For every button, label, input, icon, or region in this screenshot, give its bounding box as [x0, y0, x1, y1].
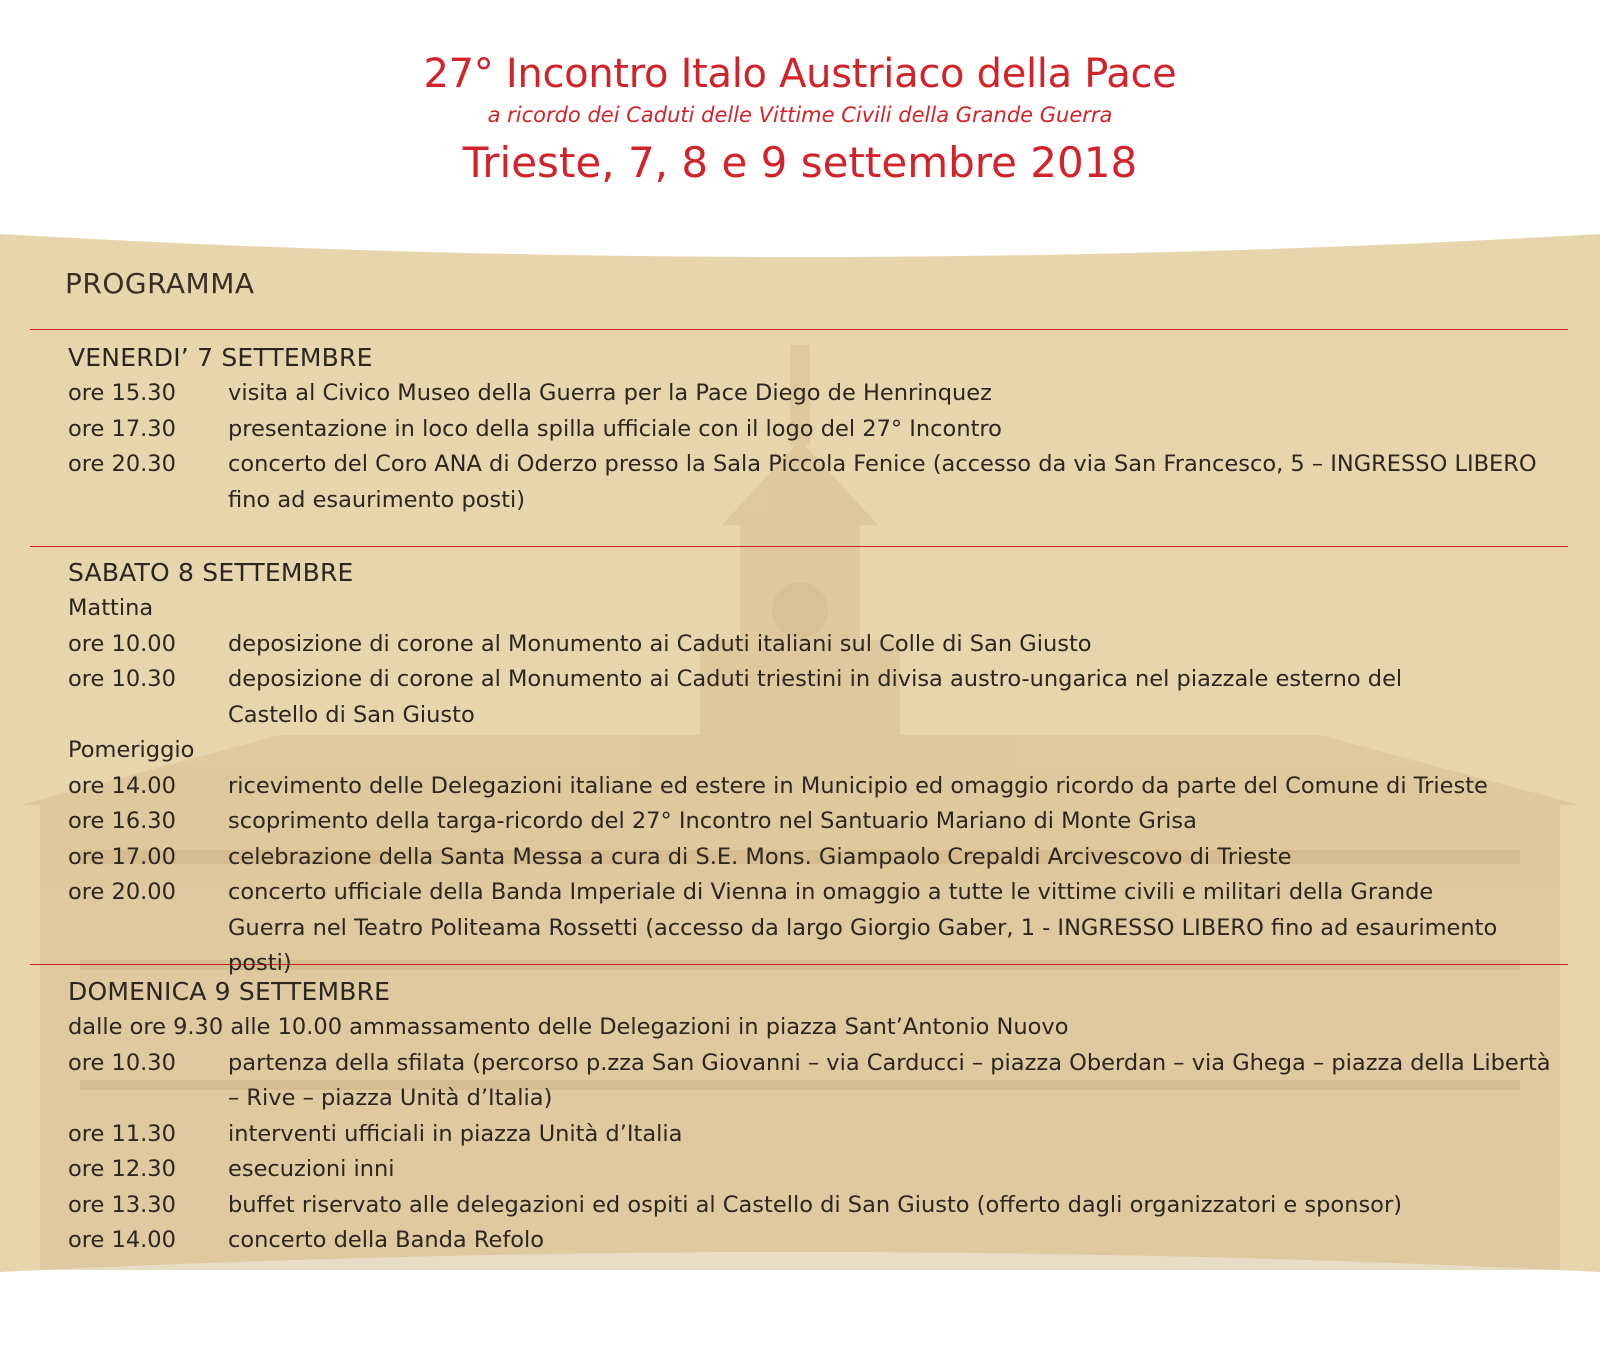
morning-label: Mattina: [68, 595, 154, 621]
item-description: interventi ufficiali in piazza Unità d’Italia: [228, 1120, 683, 1147]
item-description: esecuzioni inni: [228, 1156, 395, 1182]
item-description: celebrazione della Santa Messa a cura di S.E. Mons. Giampaolo Crepaldi Arcivescovo di Trieste: [228, 843, 1292, 870]
schedule-item: [68, 447, 1568, 518]
item-time: ore 11.30: [68, 1120, 176, 1147]
item-description: partenza della sfilata (percorso p.zza San Giovanni – via Carducci – piazza Oberdan – via Ghega – piazza della Libertà – Rive – piazza Unità d’Italia): [228, 1049, 1551, 1111]
item-description: deposizione di corone al Monumento ai Caduti italiani sul Colle di San Giusto: [228, 630, 1092, 657]
day-heading-saturday: SABATO 8 SETTEMBRE: [68, 558, 354, 587]
event-title: 27° Incontro Italo Austriaco della Pace: [423, 51, 1177, 97]
schedule-item: [68, 875, 1568, 982]
item-description: buffet riservato alle delegazioni ed ospiti al Castello di San Giusto (offerto dagli organizzatori e sponsor): [228, 1191, 1402, 1218]
day-section-saturday: [68, 555, 1568, 982]
item-time: ore 13.30: [68, 1191, 176, 1218]
schedule-item: [68, 412, 1568, 448]
item-time: ore 20.00: [68, 879, 176, 905]
item-time: ore 10.30: [68, 1049, 176, 1076]
event-subtitle: a ricordo dei Caduti delle Vittime Civili della Grande Guerra: [487, 103, 1113, 127]
item-time: ore 16.30: [68, 808, 176, 834]
event-dates: Trieste, 7, 8 e 9 settembre 2018: [462, 138, 1138, 187]
day-section-friday: [68, 340, 1568, 518]
item-description: scoprimento della targa-ricordo del 27° Incontro nel Santuario Mariano di Monte Grisa: [228, 808, 1197, 834]
schedule-item: [68, 1046, 1568, 1117]
item-time: ore 14.00: [68, 1227, 176, 1253]
section-divider: [30, 546, 1568, 547]
schedule-item: [68, 662, 1568, 733]
day-heading-sunday: DOMENICA 9 SETTEMBRE: [68, 977, 391, 1006]
item-description: ricevimento delle Delegazioni italiane ed estere in Municipio ed omaggio ricordo da parte del Comune di Trieste: [228, 772, 1488, 799]
item-description: concerto del Coro ANA di Oderzo presso la Sala Piccola Fenice (accesso da via San Francesco, 5 – INGRESSO LIBERO fino ad esaurimento posti): [228, 451, 1537, 513]
item-description: visita al Civico Museo della Guerra per la Pace Diego de Henrinquez: [228, 380, 992, 406]
schedule-item: [68, 1223, 1568, 1259]
schedule-item: [68, 1117, 1568, 1153]
item-time: ore 10.00: [68, 630, 176, 657]
schedule-item: [68, 804, 1568, 840]
item-description: concerto della Banda Refolo: [228, 1227, 545, 1253]
item-time: ore 10.30: [68, 666, 176, 692]
item-description: deposizione di corone al Monumento ai Caduti triestini in divisa austro-ungarica nel piazzale esterno del Castello di San Giusto: [228, 666, 1403, 728]
item-time: ore 20.30: [68, 451, 176, 477]
schedule-item: [68, 1188, 1568, 1224]
item-time: ore 17.30: [68, 415, 176, 442]
schedule-item: [68, 769, 1568, 805]
sunday-intro: dalle ore 9.30 alle 10.00 ammassamento delle Delegazioni in piazza Sant’Antonio Nuovo: [68, 1014, 1069, 1040]
item-time: ore 15.30: [68, 380, 176, 406]
section-divider: [30, 329, 1568, 330]
day-section-sunday: [68, 974, 1568, 1259]
item-time: ore 12.30: [68, 1156, 176, 1182]
schedule-item: [68, 1152, 1568, 1188]
item-time: ore 14.00: [68, 772, 176, 799]
item-description: presentazione in loco della spilla ufficiale con il logo del 27° Incontro: [228, 415, 1002, 442]
programme-heading: PROGRAMMA: [65, 267, 255, 300]
item-description: concerto ufficiale della Banda Imperiale di Vienna in omaggio a tutte le vittime civili e militari della Grande Guerra nel Teatro Politeama Rossetti (accesso da largo Giorgio Gaber, 1 - INGRESSO LIBERO fino ad esaurimento posti): [228, 879, 1498, 976]
afternoon-label: Pomeriggio: [68, 737, 195, 763]
schedule-item: [68, 376, 1568, 412]
item-time: ore 17.00: [68, 843, 176, 870]
day-heading-friday: VENERDI’ 7 SETTEMBRE: [68, 343, 373, 372]
schedule-item: [68, 627, 1568, 663]
schedule-item: [68, 840, 1568, 876]
